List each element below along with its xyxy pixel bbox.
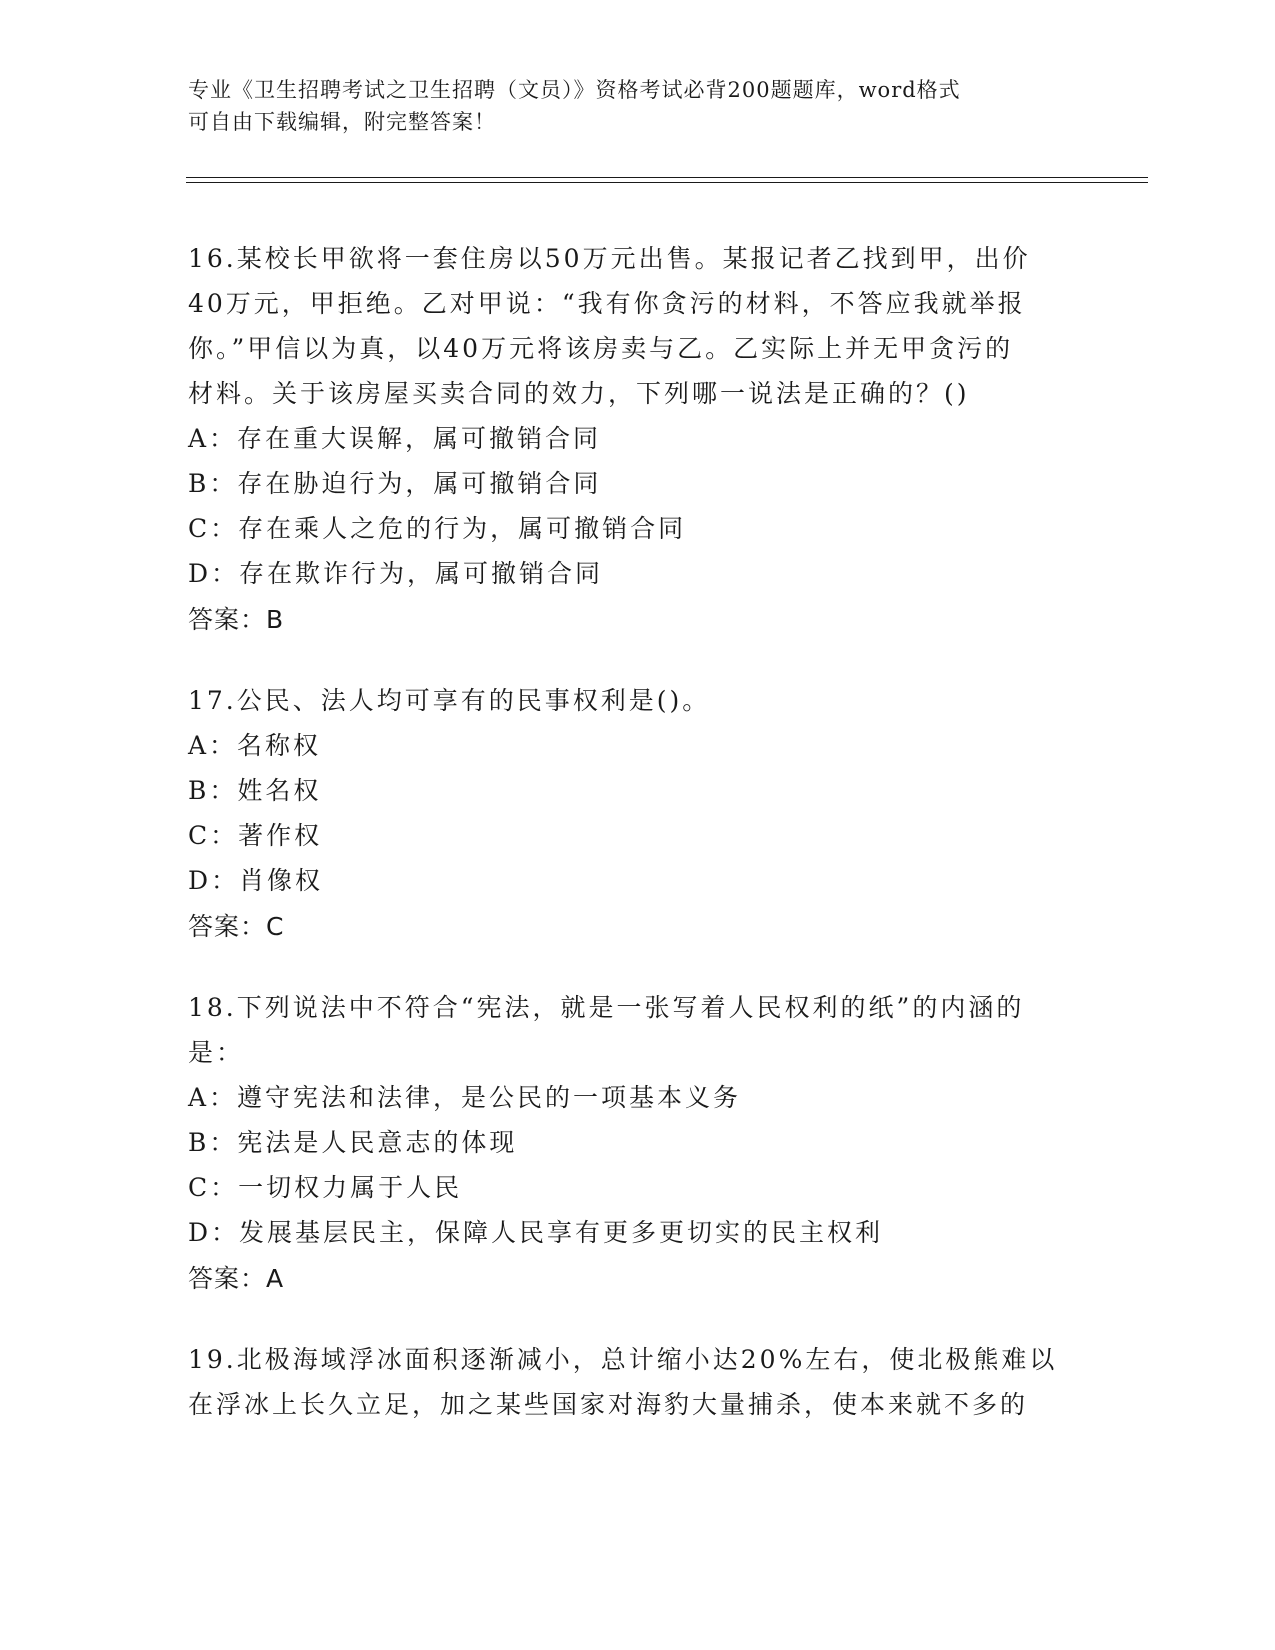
option-b: B：姓名权 <box>188 776 322 805</box>
header-line-1: 专业《卫生招聘考试之卫生招聘（文员）》资格考试必背200题题库，word格式 <box>188 78 961 102</box>
option-c: C：著作权 <box>188 821 323 850</box>
option-c: C：一切权力属于人民 <box>188 1173 463 1202</box>
question-text-line: 18.下列说法中不符合“宪法，就是一张写着人民权利的纸”的内涵的 <box>188 993 1025 1022</box>
question-list <box>188 236 1088 1461</box>
option-b: B：存在胁迫行为，属可撤销合同 <box>188 469 602 498</box>
option-a: A：存在重大误解，属可撤销合同 <box>188 424 602 453</box>
question-text-line: 16.某校长甲欲将一套住房以50万元出售。某报记者乙找到甲，出价 <box>188 244 1031 273</box>
header-divider-bottom <box>186 182 1148 183</box>
question-text-line: 材料。关于该房屋买卖合同的效力，下列哪一说法是正确的？() <box>188 379 970 408</box>
answer: 答案：A <box>188 1264 285 1293</box>
answer: 答案：C <box>188 912 285 941</box>
option-d: D：肖像权 <box>188 866 324 895</box>
header-line-2: 可自由下载编辑，附完整答案！ <box>188 110 496 134</box>
question-text-line: 是： <box>188 1038 245 1067</box>
option-b: B：宪法是人民意志的体现 <box>188 1128 518 1157</box>
question-16 <box>188 236 1088 644</box>
answer: 答案：B <box>188 605 285 634</box>
question-text-line: 你。”甲信以为真，以40万元将该房卖与乙。乙实际上并无甲贪污的 <box>188 334 1014 363</box>
question-17 <box>188 678 1088 951</box>
question-text-line: 19.北极海域浮冰面积逐渐减小，总计缩小达20%左右，使北极熊难以 <box>188 1345 1058 1374</box>
option-d: D：发展基层民主，保障人民享有更多更切实的民主权利 <box>188 1218 884 1247</box>
header-divider-top <box>186 177 1148 178</box>
document-header <box>188 74 1088 138</box>
option-a: A：名称权 <box>188 731 322 760</box>
question-text-line: 40万元，甲拒绝。乙对甲说：“我有你贪污的材料，不答应我就举报 <box>188 289 1026 318</box>
question-text-line: 17.公民、法人均可享有的民事权利是()。 <box>188 686 711 715</box>
option-d: D：存在欺诈行为，属可撤销合同 <box>188 559 604 588</box>
question-text-line: 在浮冰上长久立足，加之某些国家对海豹大量捕杀，使本来就不多的 <box>188 1390 1029 1419</box>
question-19 <box>188 1337 1088 1427</box>
option-a: A：遵守宪法和法律，是公民的一项基本义务 <box>188 1083 742 1112</box>
question-18 <box>188 985 1088 1303</box>
option-c: C：存在乘人之危的行为，属可撤销合同 <box>188 514 687 543</box>
